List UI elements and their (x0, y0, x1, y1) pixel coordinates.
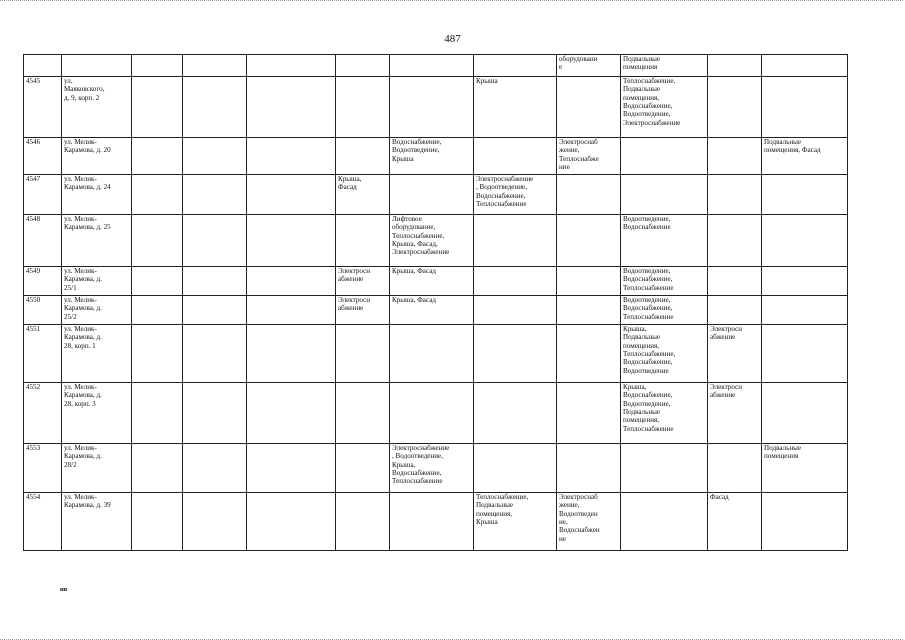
table-cell (183, 444, 247, 493)
table-cell (336, 138, 390, 175)
table-row (24, 493, 848, 551)
table-cell (557, 267, 621, 296)
address-cell: ул. Мелик- Карамова, д. 28/2 (62, 444, 132, 493)
table-body (24, 77, 848, 551)
table-cell (621, 138, 708, 175)
table-cell (247, 267, 336, 296)
row-number-cell: 4545 (24, 77, 62, 138)
address-cell: ул. Мелик- Карамова, д. 25/2 (62, 296, 132, 325)
table-cell (247, 215, 336, 267)
table-cell (557, 444, 621, 493)
table-cell (474, 55, 557, 77)
table-cell: Подвальные помещения (762, 444, 848, 493)
row-number-cell: 4548 (24, 215, 62, 267)
table-cell (336, 55, 390, 77)
table-cell (621, 493, 708, 551)
table-cell (390, 493, 474, 551)
table-cell (474, 444, 557, 493)
address-cell: ул. Мелик- Карамова, д. 28, корп. 3 (62, 383, 132, 444)
table-cell: Крыша, Фасад (390, 296, 474, 325)
table-cell (390, 77, 474, 138)
table-cell: Электросн абжение (708, 325, 762, 383)
table-cell: Водоотведение, Водоснабжение, Теплоснабжение (621, 267, 708, 296)
table-cell (762, 175, 848, 215)
table-cell (621, 444, 708, 493)
table-cell (336, 383, 390, 444)
table-row (24, 77, 848, 138)
table-cell: Электроснаб жение, Водоотведен ие, Водоснабжен ие (557, 493, 621, 551)
table-cell (183, 383, 247, 444)
table-row (24, 383, 848, 444)
table-cell (557, 325, 621, 383)
table-cell (557, 296, 621, 325)
table-cell (132, 267, 183, 296)
table-cell (474, 383, 557, 444)
table-cell (390, 55, 474, 77)
row-number-cell: 4546 (24, 138, 62, 175)
table-cell (762, 267, 848, 296)
table-cell (474, 267, 557, 296)
address-cell: ул. Мелик- Карамова, д. 28, корп. 1 (62, 325, 132, 383)
table-cell (762, 493, 848, 551)
table-cell: Водоотведение, Водоснабжение (621, 215, 708, 267)
address-cell: ул. Мелик- Карамова, д. 20 (62, 138, 132, 175)
table-cell (708, 77, 762, 138)
table-cell (762, 383, 848, 444)
page-number: 487 (444, 33, 461, 45)
table-cell: Электросн абжение (336, 267, 390, 296)
table-cell (183, 493, 247, 551)
row-number-cell: 4554 (24, 493, 62, 551)
table-cell (183, 138, 247, 175)
repair-schedule-table (23, 54, 848, 551)
table-cell (132, 325, 183, 383)
table-cell (132, 444, 183, 493)
table-cell (708, 175, 762, 215)
table-cell (557, 383, 621, 444)
table-cell (557, 215, 621, 267)
table-cell (132, 383, 183, 444)
table-cell: Крыша, Фасад (390, 267, 474, 296)
table-cell (247, 444, 336, 493)
table-cell: Фасад (708, 493, 762, 551)
table-cell: Крыша, Фасад (336, 175, 390, 215)
table-cell (247, 325, 336, 383)
table-cell (557, 77, 621, 138)
table-cell (474, 325, 557, 383)
table-cell (132, 55, 183, 77)
table-cell: Электросн абжение (708, 383, 762, 444)
table-cell (762, 296, 848, 325)
table-row (24, 267, 848, 296)
row-number-cell: 4552 (24, 383, 62, 444)
table-cell: Электроснаб жение, Теплоснабже ние (557, 138, 621, 175)
address-cell: ул. Маяковского, д. 9, корп. 2 (62, 77, 132, 138)
table-row (24, 175, 848, 215)
table-cell: Подвальные помещения (621, 55, 708, 77)
table-cell: Теплоснабжение, Подвальные помещения, Водоснабжение, Водоотведение, Электроснабжение (621, 77, 708, 138)
table-row (24, 138, 848, 175)
row-number-cell: 4549 (24, 267, 62, 296)
table-cell (247, 296, 336, 325)
footer-mark: нв (60, 586, 68, 593)
table-cell (474, 296, 557, 325)
table-cell (183, 215, 247, 267)
table-cell (557, 175, 621, 215)
table-cell (336, 325, 390, 383)
address-cell: ул. Мелик- Карамова, д. 24 (62, 175, 132, 215)
table-cell (247, 77, 336, 138)
table-cell (621, 175, 708, 215)
row-number-cell: 4553 (24, 444, 62, 493)
table-cell (183, 175, 247, 215)
table-cell (762, 55, 848, 77)
table-cell (132, 138, 183, 175)
address-cell: ул. Мелик- Карамова, д. 25/1 (62, 267, 132, 296)
table-cell (132, 215, 183, 267)
row-number-cell: 4550 (24, 296, 62, 325)
table-cell: Крыша, Водоснабжение, Водоотведение, Подвальные помещения, Теплоснабжение (621, 383, 708, 444)
table-cell (247, 493, 336, 551)
table-cell (390, 383, 474, 444)
table-cell (183, 77, 247, 138)
table-cell: Подвальные помещения, Фасад (762, 138, 848, 175)
table-cell (708, 215, 762, 267)
row-number-cell: 4551 (24, 325, 62, 383)
table-cell: Крыша (474, 77, 557, 138)
table-row (24, 296, 848, 325)
address-cell: ул. Мелик- Карамова, д. 25 (62, 215, 132, 267)
table-cell (708, 444, 762, 493)
table-cell (336, 215, 390, 267)
table-cell (247, 55, 336, 77)
table-cell (62, 55, 132, 77)
table-cell: Электроснабжение , Водоотведение, Водоснабжение, Теплоснабжение (474, 175, 557, 215)
table-row (24, 325, 848, 383)
table-header-row (24, 55, 848, 77)
table-cell: Лифтовое оборудование, Теплоснабжение, Крыша, Фасад, Электроснабжение (390, 215, 474, 267)
table-cell (762, 77, 848, 138)
table-cell (247, 175, 336, 215)
table-cell: оборудовани е (557, 55, 621, 77)
table-cell (708, 296, 762, 325)
table-cell (183, 55, 247, 77)
table-cell (247, 138, 336, 175)
table-cell (390, 175, 474, 215)
table-cell (762, 215, 848, 267)
table-cell (183, 325, 247, 383)
table-cell (336, 493, 390, 551)
table-cell (708, 267, 762, 296)
table-cell (762, 325, 848, 383)
table-cell (474, 138, 557, 175)
table-cell (132, 493, 183, 551)
table-cell: Водоснабжение, Водоотведение, Крыша (390, 138, 474, 175)
table-cell: Электроснабжение , Водоотведение, Крыша, Водоснабжение, Теплоснабжение (390, 444, 474, 493)
table-cell (132, 175, 183, 215)
table-cell: Водоотведение, Водоснабжение, Теплоснабжение (621, 296, 708, 325)
table-cell (24, 55, 62, 77)
table-cell (247, 383, 336, 444)
table-cell (132, 296, 183, 325)
table-cell (336, 444, 390, 493)
table-row (24, 444, 848, 493)
table-cell: Теплоснабжение, Подвальные помещения, Крыша (474, 493, 557, 551)
row-number-cell: 4547 (24, 175, 62, 215)
table-cell (708, 138, 762, 175)
table-cell (183, 267, 247, 296)
table-cell (132, 77, 183, 138)
table-cell (183, 296, 247, 325)
table-cell (708, 55, 762, 77)
table-cell: Крыша, Подвальные помещения, Теплоснабжение, Водоснабжение, Водоотведение (621, 325, 708, 383)
table-cell: Электросн абжение (336, 296, 390, 325)
table-cell (390, 325, 474, 383)
table-row (24, 215, 848, 267)
table-cell (336, 77, 390, 138)
address-cell: ул. Мелик- Карамова, д. 39 (62, 493, 132, 551)
table-cell (474, 215, 557, 267)
